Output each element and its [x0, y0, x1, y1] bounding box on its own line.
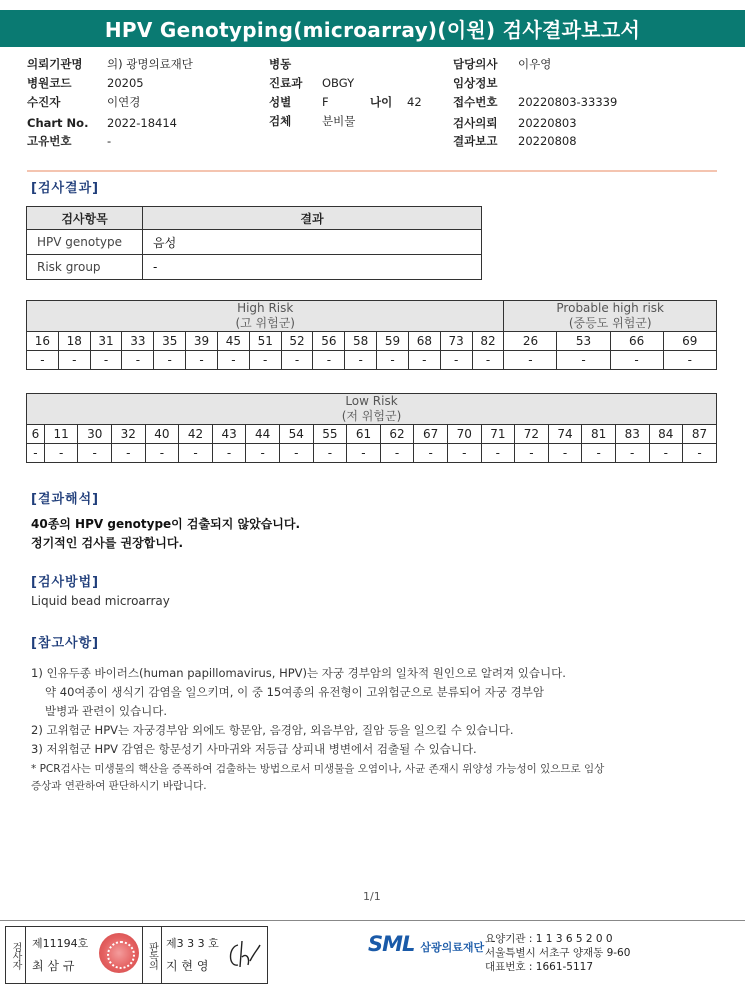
- info-label: 검사의뢰: [453, 116, 498, 130]
- table-header: 검사항목: [27, 207, 143, 230]
- genotype-cell: 68: [408, 332, 440, 351]
- high-risk-header: [27, 301, 504, 332]
- genotype-result: -: [179, 444, 213, 463]
- result-value: -: [143, 255, 482, 280]
- info-label: 임상정보: [453, 76, 498, 90]
- genotype-cell: 55: [313, 425, 347, 444]
- genotype-result: -: [122, 351, 154, 370]
- probable-high-risk-header: [504, 301, 717, 332]
- genotype-cell: 26: [504, 332, 557, 351]
- info-label: 진료과: [269, 76, 303, 90]
- genotype-result: -: [249, 351, 281, 370]
- lab-phone: 대표번호 : 1661-5117: [485, 961, 594, 973]
- genotype-cell: 73: [440, 332, 472, 351]
- genotype-cell: 45: [217, 332, 249, 351]
- genotype-cell: 61: [347, 425, 381, 444]
- genotype-result: -: [347, 444, 381, 463]
- genotype-result: -: [440, 351, 472, 370]
- high-risk-title: High Risk: [237, 301, 294, 315]
- info-label: 수진자: [27, 95, 61, 109]
- genotype-result: -: [663, 351, 716, 370]
- genotype-result: -: [217, 351, 249, 370]
- genotype-cell: 33: [122, 332, 154, 351]
- genotype-cell: 32: [112, 425, 146, 444]
- genotype-cell: 74: [548, 425, 582, 444]
- section-heading-reference: [참고사항]: [31, 636, 100, 651]
- tester-seal-icon: [99, 933, 139, 973]
- info-label: 병원코드: [27, 76, 72, 90]
- genotype-cell: 44: [246, 425, 280, 444]
- genotype-cell: 87: [683, 425, 717, 444]
- reviewer-license: 제3 3 3 호: [166, 937, 219, 950]
- reviewer-label: 판독의: [142, 927, 162, 983]
- genotype-cell: 62: [380, 425, 414, 444]
- genotype-result: -: [683, 444, 717, 463]
- info-label: 고유번호: [27, 134, 72, 148]
- genotype-result: -: [281, 351, 313, 370]
- lab-name: 삼광의료재단: [420, 941, 485, 954]
- genotype-result: -: [44, 444, 78, 463]
- genotype-result: -: [313, 351, 345, 370]
- genotype-result: -: [78, 444, 112, 463]
- divider: [27, 170, 717, 172]
- genotype-result: -: [279, 444, 313, 463]
- probable-high-risk-title: Probable high risk: [556, 301, 665, 315]
- signature-box: [5, 926, 268, 984]
- table-row: [27, 255, 482, 280]
- info-value: 20220803: [518, 116, 577, 130]
- genotype-result: -: [515, 444, 549, 463]
- genotype-result: -: [377, 351, 409, 370]
- interpretation-line: 정기적인 검사를 권장합니다.: [31, 536, 184, 550]
- info-value: 42: [407, 95, 422, 109]
- genotype-cell: 42: [179, 425, 213, 444]
- genotype-result: -: [246, 444, 280, 463]
- genotype-result: -: [27, 351, 59, 370]
- genotype-result: -: [548, 444, 582, 463]
- genotype-result: -: [615, 444, 649, 463]
- genotype-result: -: [27, 444, 45, 463]
- info-value: -: [107, 134, 112, 148]
- genotype-cell: 66: [610, 332, 663, 351]
- genotype-result: -: [186, 351, 218, 370]
- info-value: OBGY: [322, 76, 355, 90]
- genotype-result: -: [472, 351, 504, 370]
- high-risk-subtitle: (고 위험군): [235, 316, 295, 330]
- genotype-cell: 31: [90, 332, 122, 351]
- result-item: HPV genotype: [27, 230, 143, 255]
- reviewer-name: 지 현 영: [166, 959, 209, 973]
- section-heading-interpretation: [결과해석]: [31, 492, 100, 507]
- genotype-cell: 18: [58, 332, 90, 351]
- page-number: 1/1: [363, 890, 381, 903]
- signature-icon: [224, 935, 264, 975]
- reference-note: 2) 고위험군 HPV는 자궁경부암 외에도 항문암, 음경암, 외음부암, 질암 등을 일으킬 수 있습니다.: [31, 723, 514, 737]
- info-value: 이연경: [107, 95, 141, 109]
- info-label: 의뢰기관명: [27, 57, 83, 71]
- genotype-result: -: [313, 444, 347, 463]
- report-title: HPV Genotyping(microarray)(이원) 검사결과보고서: [0, 10, 745, 47]
- genotype-cell: 83: [615, 425, 649, 444]
- genotype-cell: 35: [154, 332, 186, 351]
- pcr-footnote: [31, 761, 604, 795]
- genotype-result: -: [481, 444, 515, 463]
- info-value: 분비물: [322, 114, 356, 128]
- section-heading-result: [검사결과]: [31, 181, 100, 196]
- lab-contact: [485, 932, 630, 974]
- tester-license: 제11194호: [32, 937, 89, 950]
- genotype-cell: 84: [649, 425, 683, 444]
- info-label: 담당의사: [453, 57, 498, 71]
- genotype-cell: 82: [472, 332, 504, 351]
- genotype-cell: 56: [313, 332, 345, 351]
- reference-notes: [31, 664, 566, 759]
- genotype-cell: 58: [345, 332, 377, 351]
- patient-info: [0, 0, 745, 160]
- footer-divider: [0, 920, 745, 921]
- info-value: 2022-18414: [107, 116, 177, 130]
- genotype-cell: 16: [27, 332, 59, 351]
- info-label: 결과보고: [453, 134, 498, 148]
- genotype-result: -: [504, 351, 557, 370]
- info-label: 검체: [269, 114, 292, 128]
- interpretation-line: 40종의 HPV genotype이 검출되지 않았습니다.: [31, 517, 301, 531]
- genotype-result: -: [58, 351, 90, 370]
- genotype-result: -: [447, 444, 481, 463]
- low-risk-subtitle: (저 위험군): [341, 409, 402, 423]
- genotype-cell: 72: [515, 425, 549, 444]
- low-risk-header: [27, 394, 717, 425]
- info-value: 20220808: [518, 134, 577, 148]
- result-table: [26, 206, 482, 280]
- info-label: 나이: [370, 95, 393, 109]
- low-risk-table: [26, 393, 717, 463]
- high-risk-table: [26, 300, 717, 370]
- lab-code: 요양기관 : 1 1 3 6 5 2 0 0: [485, 933, 613, 945]
- genotype-result: -: [154, 351, 186, 370]
- genotype-result: -: [557, 351, 610, 370]
- info-value: F: [322, 95, 329, 109]
- info-value: 20205: [107, 76, 144, 90]
- genotype-result: -: [145, 444, 179, 463]
- footnote-line: * PCR검사는 미생물의 핵산을 증폭하여 검출하는 방법으로서 미생물을 오염이나, 사균 존재시 위양성 가능성이 있으므로 임상: [31, 763, 605, 775]
- info-value: 이우영: [518, 57, 552, 71]
- genotype-cell: 52: [281, 332, 313, 351]
- genotype-result: -: [112, 444, 146, 463]
- genotype-result: -: [414, 444, 448, 463]
- interpretation-text: [31, 515, 300, 553]
- genotype-cell: 69: [663, 332, 716, 351]
- result-item: Risk group: [27, 255, 143, 280]
- lab-logo-mark: SML: [368, 932, 415, 956]
- reference-note: 1) 인유두종 바이러스(human papillomavirus, HPV)는 자궁 경부암의 일차적 원인으로 알려져 있습니다.: [31, 666, 566, 680]
- genotype-cell: 6: [27, 425, 45, 444]
- low-risk-title: Low Risk: [345, 394, 398, 408]
- genotype-cell: 11: [44, 425, 78, 444]
- genotype-result: -: [582, 444, 616, 463]
- genotype-result: -: [90, 351, 122, 370]
- probable-high-risk-subtitle: (중등도 위험군): [568, 316, 652, 330]
- genotype-result: -: [610, 351, 663, 370]
- genotype-cell: 30: [78, 425, 112, 444]
- lab-address: 서울특별시 서초구 양재동 9-60: [485, 947, 631, 959]
- table-header: 결과: [143, 207, 482, 230]
- genotype-result: -: [408, 351, 440, 370]
- genotype-cell: 51: [249, 332, 281, 351]
- info-value: 20220803-33339: [518, 95, 618, 109]
- genotype-cell: 71: [481, 425, 515, 444]
- method-text: Liquid bead microarray: [31, 594, 170, 608]
- genotype-cell: 40: [145, 425, 179, 444]
- genotype-cell: 43: [212, 425, 246, 444]
- genotype-cell: 70: [447, 425, 481, 444]
- footnote-line: 증상과 연관하여 판단하시기 바랍니다.: [31, 780, 207, 792]
- genotype-cell: 81: [582, 425, 616, 444]
- info-label: 성별: [269, 95, 292, 109]
- section-heading-method: [검사방법]: [31, 575, 100, 590]
- reference-note: 약 40여종이 생식기 감염을 일으키며, 이 중 15여종의 유전형이 고위험군으로 분류되어 자궁 경부암: [45, 685, 544, 699]
- info-label: 병동: [269, 57, 292, 71]
- info-label: 접수번호: [453, 95, 498, 109]
- result-value: 음성: [143, 230, 482, 255]
- genotype-result: -: [380, 444, 414, 463]
- info-value: 의) 광명의료재단: [107, 57, 193, 71]
- genotype-result: -: [345, 351, 377, 370]
- table-row: [27, 230, 482, 255]
- reference-note: 3) 저위험군 HPV 감염은 항문성기 사마귀와 저등급 상피내 병변에서 검출될 수 있습니다.: [31, 742, 477, 756]
- genotype-result: -: [649, 444, 683, 463]
- tester-name: 최 삼 규: [32, 959, 75, 973]
- lab-logo: [368, 932, 484, 956]
- genotype-result: -: [212, 444, 246, 463]
- tester-label: 검사자: [6, 927, 26, 983]
- genotype-cell: 67: [414, 425, 448, 444]
- info-label: Chart No.: [27, 116, 89, 130]
- genotype-cell: 39: [186, 332, 218, 351]
- genotype-cell: 54: [279, 425, 313, 444]
- genotype-cell: 59: [377, 332, 409, 351]
- reference-note: 발병과 관련이 있습니다.: [45, 704, 168, 718]
- genotype-cell: 53: [557, 332, 610, 351]
